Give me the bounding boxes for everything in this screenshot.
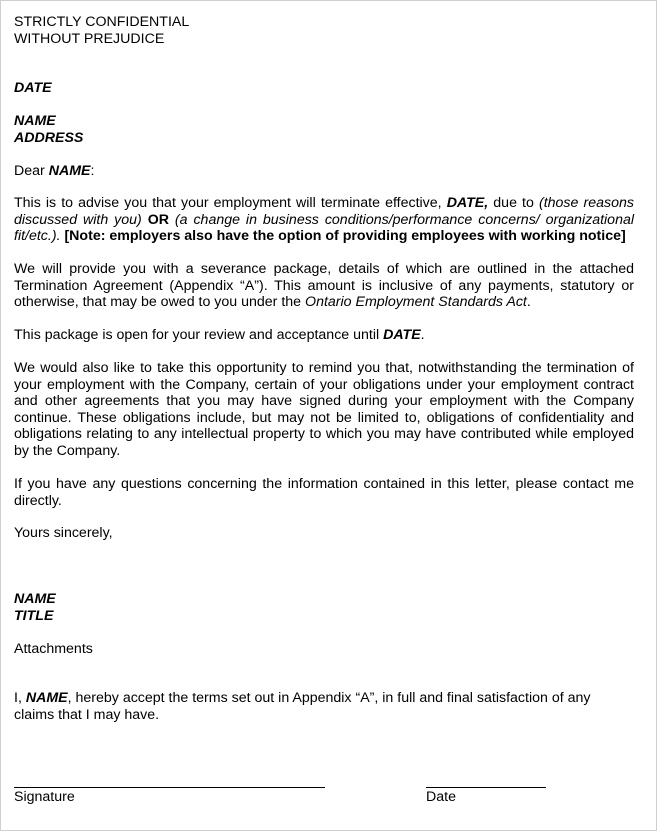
confidential-header-line1: STRICTLY CONFIDENTIAL [14,14,190,30]
para1-text1: This is to advise you that your employment will terminate effective, [14,195,447,211]
recipient-name-placeholder: NAME [14,113,56,129]
signature-label: Signature [14,789,75,805]
acceptance-text2: , hereby accept the terms set out in Appendix “A”, in full and final satisfaction of any claims that I may have. [14,690,591,723]
recipient-address-placeholder: ADDRESS [14,130,84,146]
para2-act: Ontario Employment Standards Act [305,294,527,310]
acceptance-paragraph [14,690,634,723]
salutation [14,163,94,180]
closing: Yours sincerely, [14,525,113,541]
confidential-header-line2: WITHOUT PREJUDICE [14,31,165,47]
termination-paragraph [14,195,634,245]
salutation-prefix: Dear [14,163,49,179]
date-line [426,787,546,788]
date-placeholder: DATE [14,80,52,96]
para1-or: OR [141,211,175,228]
para2-text2: . [526,294,531,310]
para3-date: DATE [383,327,421,343]
para3-text1: This package is open for your review and acceptance until [14,327,384,343]
para1-reason2: (a change in business conditions/performance concerns/ organizational fit/etc.). [14,211,634,244]
para1-date: DATE, [446,195,489,211]
para1-note: [Note: employers also have the option of providing employees with working notice] [60,228,626,244]
obligations-paragraph: We would also like to take this opportunity to remind you that, notwithstanding the termination of your employment with the Company, certain of your obligations under your employment contract and other agreements that you may have signed during your employment with the Company continue. These obligations include, but may not be limited to, obligations of confidentiality and obligations relating to any intellectual property to which you may have contributed while employed by the Company. [14,360,634,459]
date-label: Date [426,789,456,805]
acceptance-text1: I, [14,690,26,706]
review-paragraph [14,327,425,344]
sender-title-placeholder: TITLE [14,608,54,624]
questions-paragraph: If you have any questions concerning the information contained in this letter, please contact me directly. [14,476,634,509]
signature-line [14,787,325,788]
para1-reason1: (those reasons discussed with you) [14,195,634,228]
sender-name-placeholder: NAME [14,591,56,607]
para3-text2: . [420,327,425,343]
severance-paragraph [14,261,634,311]
para1-text2: due to [488,195,539,211]
attachments-label: Attachments [14,641,93,657]
salutation-name: NAME [48,163,91,179]
salutation-suffix: : [90,163,95,179]
para2-text1: We will provide you with a severance package, details of which are outlined in the attached Termination Agreement (Appendix “A”). This amount is inclusive of any payments, statutory or otherwise, that may be owed to you under the [14,261,634,310]
acceptance-name: NAME [25,690,68,706]
